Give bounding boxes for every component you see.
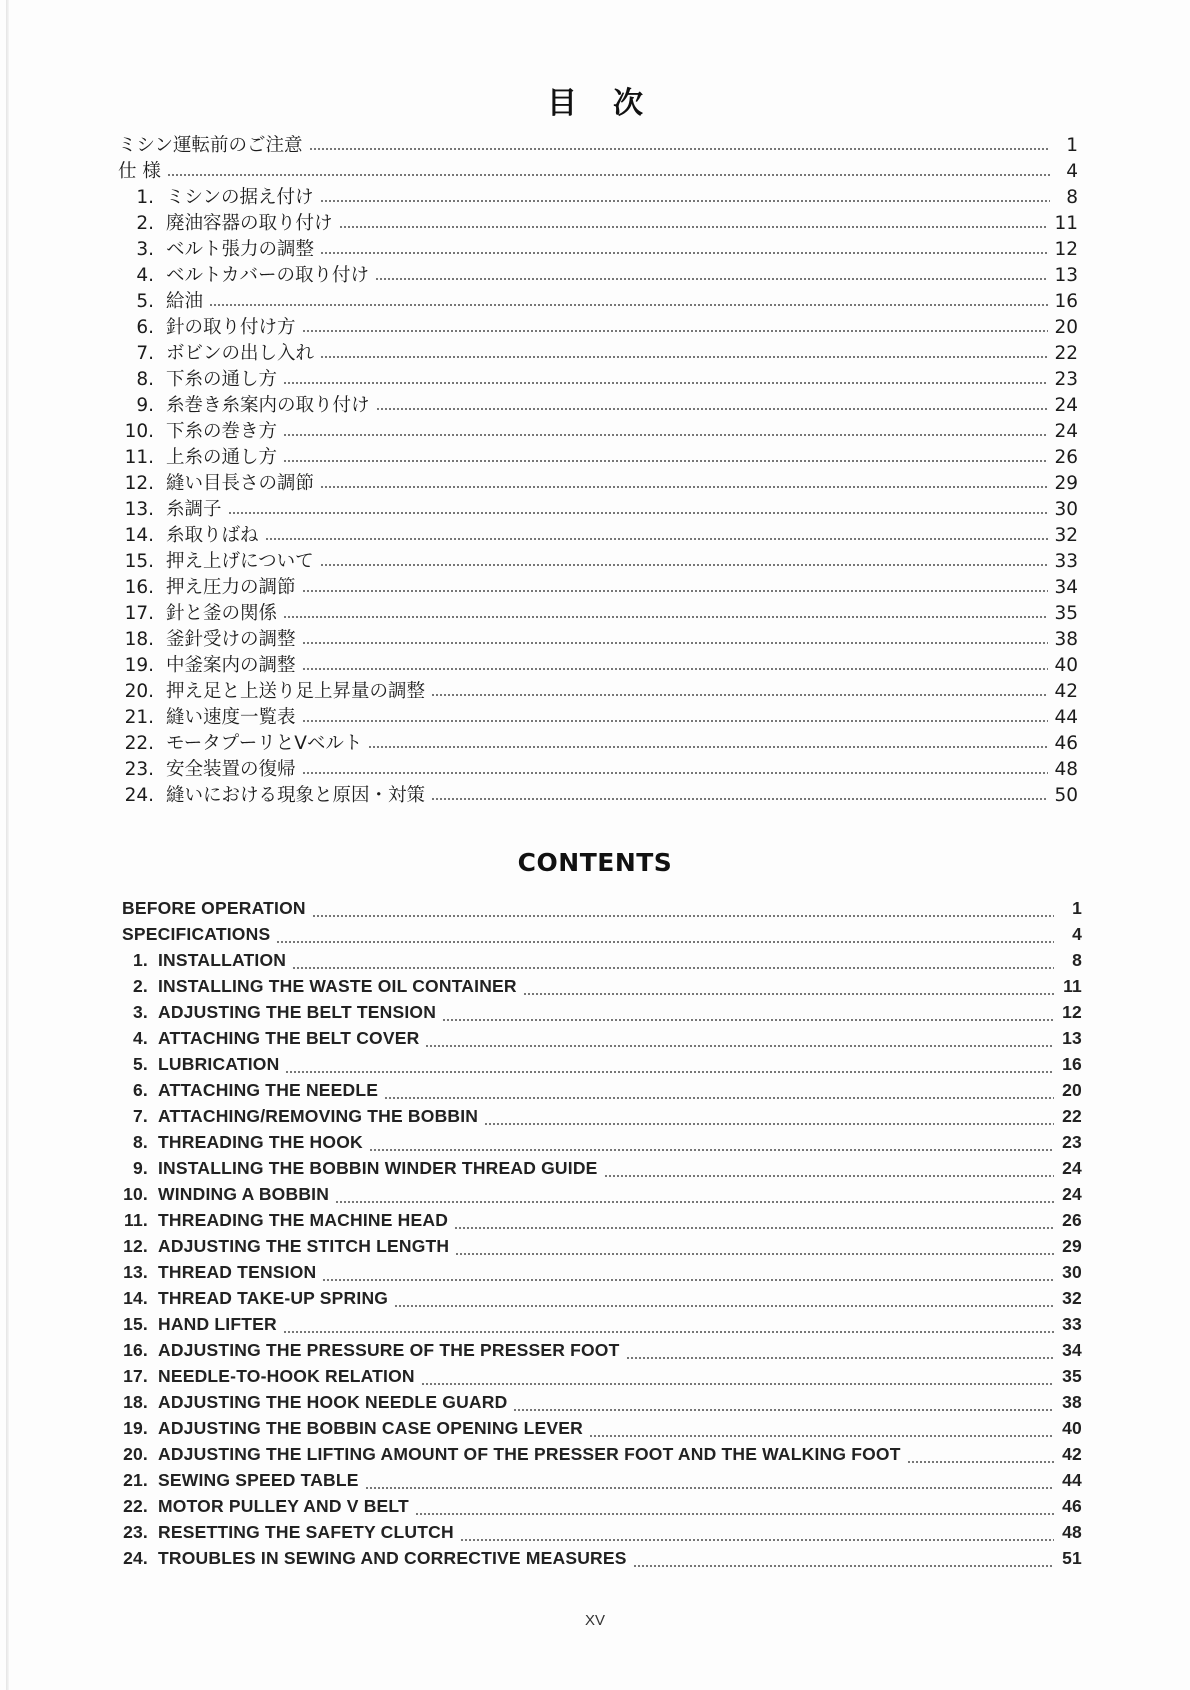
entry-number: 24. <box>123 1548 148 1568</box>
entry-number: 22. <box>124 733 154 754</box>
entry-label: ADJUSTING THE PRESSURE OF THE PRESSER FOOT <box>158 1340 620 1360</box>
entry-label: WINDING A BOBBIN <box>158 1184 330 1204</box>
en-toc-entry[interactable] <box>122 1080 1082 1106</box>
en-toc-list <box>122 898 1082 1574</box>
entry-page-number: 24 <box>1062 1184 1082 1204</box>
dot-leader <box>302 641 1049 645</box>
entry-label: 針の取り付け方 <box>166 317 296 338</box>
entry-label: 釜針受けの調整 <box>166 629 296 650</box>
entry-number: 6. <box>136 317 154 338</box>
en-toc-entry[interactable] <box>122 1132 1082 1158</box>
en-toc-entry[interactable] <box>122 1444 1082 1470</box>
entry-number: 11. <box>124 447 154 468</box>
entry-label: ボビンの出し入れ <box>166 343 315 364</box>
entry-label: HAND LIFTER <box>158 1314 277 1334</box>
entry-page-number: 46 <box>1054 733 1078 754</box>
entry-number: 10. <box>123 1184 148 1204</box>
entry-number: 1. <box>133 950 148 970</box>
entry-page-number: 34 <box>1062 1340 1082 1360</box>
entry-number: 3. <box>136 239 154 260</box>
entry-page-number: 24 <box>1062 1158 1082 1178</box>
entry-page-number: 13 <box>1054 265 1078 286</box>
dot-leader <box>425 1044 1054 1048</box>
jp-toc-entry[interactable] <box>118 573 1078 599</box>
entry-label: 下糸の巻き方 <box>166 421 278 442</box>
dot-leader <box>513 1408 1054 1412</box>
entry-label: 押え上げについて <box>166 551 314 572</box>
dot-leader <box>283 1330 1054 1334</box>
entry-label: THREAD TAKE-UP SPRING <box>158 1288 389 1308</box>
entry-number: 4. <box>133 1028 148 1048</box>
jp-toc-entry[interactable] <box>118 703 1078 729</box>
entry-label: RESETTING THE SAFETY CLUTCH <box>158 1522 454 1542</box>
entry-page-number: 8 <box>1066 187 1078 208</box>
entry-page-number: 35 <box>1062 1366 1082 1386</box>
entry-page-number: 50 <box>1054 785 1078 806</box>
page-number: XV <box>584 1612 605 1629</box>
jp-toc-title: 目次 <box>547 86 679 121</box>
dot-leader <box>285 1070 1054 1074</box>
dot-leader <box>384 1096 1054 1100</box>
scan-edge <box>6 0 9 1690</box>
entry-page-number: 1 <box>1066 135 1078 156</box>
dot-leader <box>228 511 1049 515</box>
entry-page-number: 24 <box>1054 395 1078 416</box>
dot-leader <box>167 173 1050 177</box>
entry-page-number: 46 <box>1062 1496 1082 1516</box>
entry-page-number: 32 <box>1054 525 1078 546</box>
en-toc-entry[interactable] <box>122 924 1082 950</box>
entry-number: 14. <box>124 525 154 546</box>
entry-number: 11. <box>124 1210 148 1230</box>
dot-leader <box>302 719 1049 723</box>
jp-toc-entry[interactable] <box>118 469 1078 495</box>
entry-number: 12. <box>123 1236 148 1256</box>
entry-number: 18. <box>124 629 154 650</box>
entry-page-number: 13 <box>1062 1028 1082 1048</box>
entry-label: ベルトカバーの取り付け <box>166 265 369 286</box>
entry-number: 9. <box>133 1158 148 1178</box>
dot-leader <box>312 914 1054 918</box>
dot-leader <box>283 433 1048 437</box>
entry-page-number: 26 <box>1054 447 1078 468</box>
entry-number: 13. <box>123 1262 148 1282</box>
entry-number: 15. <box>123 1314 148 1334</box>
en-toc-entry[interactable] <box>122 1496 1082 1522</box>
entry-label: ミシン運転前のご注意 <box>118 135 303 156</box>
en-toc-entry[interactable] <box>122 1314 1082 1340</box>
entry-label: ADJUSTING THE BOBBIN CASE OPENING LEVER <box>158 1418 583 1438</box>
dot-leader <box>309 147 1050 151</box>
entry-number: 5. <box>133 1054 148 1074</box>
entry-page-number: 1 <box>1072 898 1082 918</box>
entry-page-number: 42 <box>1054 681 1078 702</box>
entry-label: ATTACHING THE BELT COVER <box>158 1028 420 1048</box>
en-toc-entry[interactable] <box>122 898 1082 924</box>
dot-leader <box>283 459 1048 463</box>
en-toc-entry[interactable] <box>122 976 1082 1002</box>
entry-label: MOTOR PULLEY AND V BELT <box>158 1496 409 1516</box>
entry-page-number: 12 <box>1054 239 1078 260</box>
entry-number: 24. <box>124 785 154 806</box>
dot-leader <box>302 667 1049 671</box>
jp-toc-entry[interactable] <box>118 781 1078 807</box>
entry-label: THREADING THE MACHINE HEAD <box>158 1210 449 1230</box>
jp-toc-entry[interactable] <box>118 183 1078 209</box>
entry-number: 16. <box>123 1340 148 1360</box>
jp-toc-entry[interactable] <box>118 339 1078 365</box>
entry-label: THREADING THE HOOK <box>158 1132 363 1152</box>
entry-page-number: 33 <box>1054 551 1078 572</box>
entry-page-number: 20 <box>1054 317 1078 338</box>
entry-label: 糸調子 <box>166 499 222 520</box>
dot-leader <box>907 1460 1054 1464</box>
jp-toc-entry[interactable] <box>118 755 1078 781</box>
entry-label: ADJUSTING THE HOOK NEEDLE GUARD <box>158 1392 508 1412</box>
entry-label: LUBRICATION <box>158 1054 280 1074</box>
entry-label: THREAD TENSION <box>158 1262 317 1282</box>
dot-leader <box>460 1538 1054 1542</box>
entry-label: BEFORE OPERATION <box>122 898 306 918</box>
en-toc-entry[interactable] <box>122 950 1082 976</box>
jp-toc-entry[interactable] <box>118 521 1078 547</box>
entry-page-number: 20 <box>1062 1080 1082 1100</box>
entry-label: INSTALLATION <box>158 950 287 970</box>
entry-page-number: 16 <box>1062 1054 1082 1074</box>
jp-toc-entry[interactable] <box>118 677 1078 703</box>
entry-number: 13. <box>124 499 154 520</box>
entry-page-number: 38 <box>1062 1392 1082 1412</box>
entry-page-number: 29 <box>1062 1236 1082 1256</box>
entry-page-number: 30 <box>1054 499 1078 520</box>
entry-number: 18. <box>123 1392 148 1412</box>
dot-leader <box>633 1564 1054 1568</box>
entry-number: 3. <box>133 1002 148 1022</box>
jp-toc-entry[interactable] <box>118 495 1078 521</box>
dot-leader <box>265 537 1049 541</box>
dot-leader <box>455 1252 1054 1256</box>
entry-page-number: 11 <box>1063 976 1082 996</box>
dot-leader <box>421 1382 1054 1386</box>
entry-number: 17. <box>124 603 154 624</box>
entry-number: 14. <box>123 1288 148 1308</box>
entry-label: INSTALLING THE BOBBIN WINDER THREAD GUIDE <box>158 1158 598 1178</box>
entry-page-number: 16 <box>1054 291 1078 312</box>
jp-toc-entry[interactable] <box>118 157 1078 183</box>
en-toc-entry[interactable] <box>122 1548 1082 1574</box>
dot-leader <box>431 797 1048 801</box>
jp-toc-entry[interactable] <box>118 261 1078 287</box>
entry-page-number: 44 <box>1062 1470 1082 1490</box>
entry-page-number: 48 <box>1054 759 1078 780</box>
entry-page-number: 34 <box>1054 577 1078 598</box>
jp-toc-entry[interactable] <box>118 547 1078 573</box>
en-toc-entry[interactable] <box>122 1522 1082 1548</box>
dot-leader <box>442 1018 1054 1022</box>
dot-leader <box>283 615 1048 619</box>
jp-toc-entry[interactable] <box>118 729 1078 755</box>
entry-label: 安全装置の復帰 <box>166 759 296 780</box>
dot-leader <box>320 199 1050 203</box>
dot-leader <box>368 745 1048 749</box>
entry-page-number: 38 <box>1054 629 1078 650</box>
entry-label: ATTACHING/REMOVING THE BOBBIN <box>158 1106 479 1126</box>
entry-number: 8. <box>136 369 154 390</box>
entry-number: 23. <box>124 759 154 780</box>
jp-toc-entry[interactable] <box>118 287 1078 313</box>
entry-label: 仕 様 <box>118 161 161 182</box>
entry-page-number: 42 <box>1062 1444 1082 1464</box>
entry-label: 縫い速度一覧表 <box>166 707 296 728</box>
dot-leader <box>454 1226 1054 1230</box>
entry-number: 21. <box>124 707 154 728</box>
entry-page-number: 23 <box>1054 369 1078 390</box>
entry-number: 2. <box>136 213 154 234</box>
dot-leader <box>376 407 1049 411</box>
dot-leader <box>302 771 1049 775</box>
en-toc-entry[interactable] <box>122 1158 1082 1184</box>
jp-toc-list <box>118 131 1078 807</box>
en-toc-entry[interactable] <box>122 1418 1082 1444</box>
dot-leader <box>320 355 1048 359</box>
entry-page-number: 26 <box>1062 1210 1082 1230</box>
dot-leader <box>415 1512 1054 1516</box>
entry-page-number: 4 <box>1072 924 1082 944</box>
entry-page-number: 4 <box>1066 161 1078 182</box>
dot-leader <box>369 1148 1054 1152</box>
entry-number: 21. <box>123 1470 148 1490</box>
jp-toc-entry[interactable] <box>118 131 1078 157</box>
jp-toc-entry[interactable] <box>118 417 1078 443</box>
entry-label: 下糸の通し方 <box>166 369 278 390</box>
entry-page-number: 40 <box>1054 655 1078 676</box>
entry-label: 押え足と上送り足上昇量の調整 <box>166 681 426 702</box>
en-toc-entry[interactable] <box>122 1392 1082 1418</box>
dot-leader <box>276 940 1054 944</box>
en-toc-entry[interactable] <box>122 1470 1082 1496</box>
entry-page-number: 23 <box>1062 1132 1082 1152</box>
dot-leader <box>283 381 1048 385</box>
dot-leader <box>339 225 1049 229</box>
en-toc-entry[interactable] <box>122 1288 1082 1314</box>
entry-number: 1. <box>136 187 154 208</box>
dot-leader <box>322 1278 1054 1282</box>
entry-page-number: 44 <box>1054 707 1078 728</box>
dot-leader <box>484 1122 1054 1126</box>
dot-leader <box>375 277 1049 281</box>
entry-label: SPECIFICATIONS <box>122 924 271 944</box>
entry-label: SEWING SPEED TABLE <box>158 1470 359 1490</box>
entry-label: ADJUSTING THE LIFTING AMOUNT OF THE PRESSER FOOT AND THE WALKING FOOT <box>158 1444 901 1464</box>
entry-number: 8. <box>133 1132 148 1152</box>
entry-page-number: 51 <box>1062 1548 1082 1568</box>
jp-toc-entry[interactable] <box>118 443 1078 469</box>
en-toc-entry[interactable] <box>122 1366 1082 1392</box>
dot-leader <box>394 1304 1054 1308</box>
entry-page-number: 29 <box>1054 473 1078 494</box>
entry-number: 7. <box>133 1106 148 1126</box>
en-toc-entry[interactable] <box>122 1262 1082 1288</box>
entry-number: 4. <box>136 265 154 286</box>
entry-label: ADJUSTING THE STITCH LENGTH <box>158 1236 450 1256</box>
dot-leader <box>292 966 1054 970</box>
entry-label: 押え圧力の調節 <box>166 577 296 598</box>
jp-toc-entry[interactable] <box>118 651 1078 677</box>
entry-number: 20. <box>123 1444 148 1464</box>
entry-number: 6. <box>133 1080 148 1100</box>
entry-number: 12. <box>124 473 154 494</box>
en-toc-entry[interactable] <box>122 1106 1082 1132</box>
entry-number: 20. <box>124 681 154 702</box>
entry-label: ADJUSTING THE BELT TENSION <box>158 1002 437 1022</box>
entry-label: TROUBLES IN SEWING AND CORRECTIVE MEASURES <box>158 1548 627 1568</box>
en-toc-entry[interactable] <box>122 1028 1082 1054</box>
dot-leader <box>589 1434 1054 1438</box>
entry-label: NEEDLE-TO-HOOK RELATION <box>158 1366 415 1386</box>
entry-page-number: 33 <box>1062 1314 1082 1334</box>
entry-page-number: 30 <box>1062 1262 1082 1282</box>
entry-page-number: 40 <box>1062 1418 1082 1438</box>
jp-toc-entry[interactable] <box>118 365 1078 391</box>
entry-label: INSTALLING THE WASTE OIL CONTAINER <box>158 976 517 996</box>
entry-number: 19. <box>123 1418 148 1438</box>
entry-number: 9. <box>136 395 154 416</box>
dot-leader <box>320 563 1049 567</box>
dot-leader <box>320 485 1048 489</box>
entry-number: 19. <box>124 655 154 676</box>
entry-label: 給油 <box>166 291 204 312</box>
dot-leader <box>335 1200 1054 1204</box>
en-toc-entry[interactable] <box>122 1054 1082 1080</box>
entry-page-number: 11 <box>1054 213 1078 234</box>
entry-label: 縫い目長さの調節 <box>166 473 315 494</box>
entry-page-number: 35 <box>1054 603 1078 624</box>
entry-label: モータプーリとVベルト <box>166 733 363 754</box>
entry-page-number: 22 <box>1054 343 1078 364</box>
entry-label: 糸取りばね <box>166 525 259 546</box>
jp-toc-entry[interactable] <box>118 313 1078 339</box>
entry-number: 15. <box>124 551 154 572</box>
en-toc-entry[interactable] <box>122 1340 1082 1366</box>
dot-leader <box>320 251 1048 255</box>
entry-label: 針と釜の関係 <box>166 603 278 624</box>
entry-number: 10. <box>124 421 154 442</box>
jp-toc-entry[interactable] <box>118 599 1078 625</box>
en-toc-entry[interactable] <box>122 1002 1082 1028</box>
en-toc-entry[interactable] <box>122 1184 1082 1210</box>
jp-toc-entry[interactable] <box>118 625 1078 651</box>
dot-leader <box>209 303 1048 307</box>
entry-number: 5. <box>136 291 154 312</box>
en-toc-title: CONTENTS <box>517 848 673 877</box>
entry-number: 16. <box>124 577 154 598</box>
entry-label: 上糸の通し方 <box>166 447 278 468</box>
entry-number: 17. <box>123 1366 148 1386</box>
jp-toc-entry[interactable] <box>118 209 1078 235</box>
entry-page-number: 8 <box>1072 950 1082 970</box>
jp-toc-entry[interactable] <box>118 235 1078 261</box>
entry-page-number: 24 <box>1054 421 1078 442</box>
entry-number: 22. <box>123 1496 148 1516</box>
entry-number: 23. <box>123 1522 148 1542</box>
dot-leader <box>302 329 1049 333</box>
entry-label: 廃油容器の取り付け <box>166 213 333 234</box>
jp-toc-entry[interactable] <box>118 391 1078 417</box>
en-toc-entry[interactable] <box>122 1236 1082 1262</box>
entry-number: 7. <box>136 343 154 364</box>
dot-leader <box>604 1174 1054 1178</box>
dot-leader <box>431 693 1048 697</box>
dot-leader <box>365 1486 1054 1490</box>
entry-page-number: 32 <box>1062 1288 1082 1308</box>
en-toc-entry[interactable] <box>122 1210 1082 1236</box>
dot-leader <box>626 1356 1054 1360</box>
entry-label: 中釜案内の調整 <box>166 655 296 676</box>
entry-label: ミシンの据え付け <box>166 187 314 208</box>
entry-page-number: 22 <box>1062 1106 1082 1126</box>
entry-number: 2. <box>133 976 148 996</box>
entry-label: ATTACHING THE NEEDLE <box>158 1080 379 1100</box>
entry-page-number: 48 <box>1062 1522 1082 1542</box>
dot-leader <box>523 992 1054 996</box>
entry-label: 縫いにおける現象と原因・対策 <box>166 785 426 806</box>
entry-page-number: 12 <box>1062 1002 1082 1022</box>
dot-leader <box>302 589 1049 593</box>
entry-label: 糸巻き糸案内の取り付け <box>166 395 370 416</box>
entry-label: ベルト張力の調整 <box>166 239 315 260</box>
